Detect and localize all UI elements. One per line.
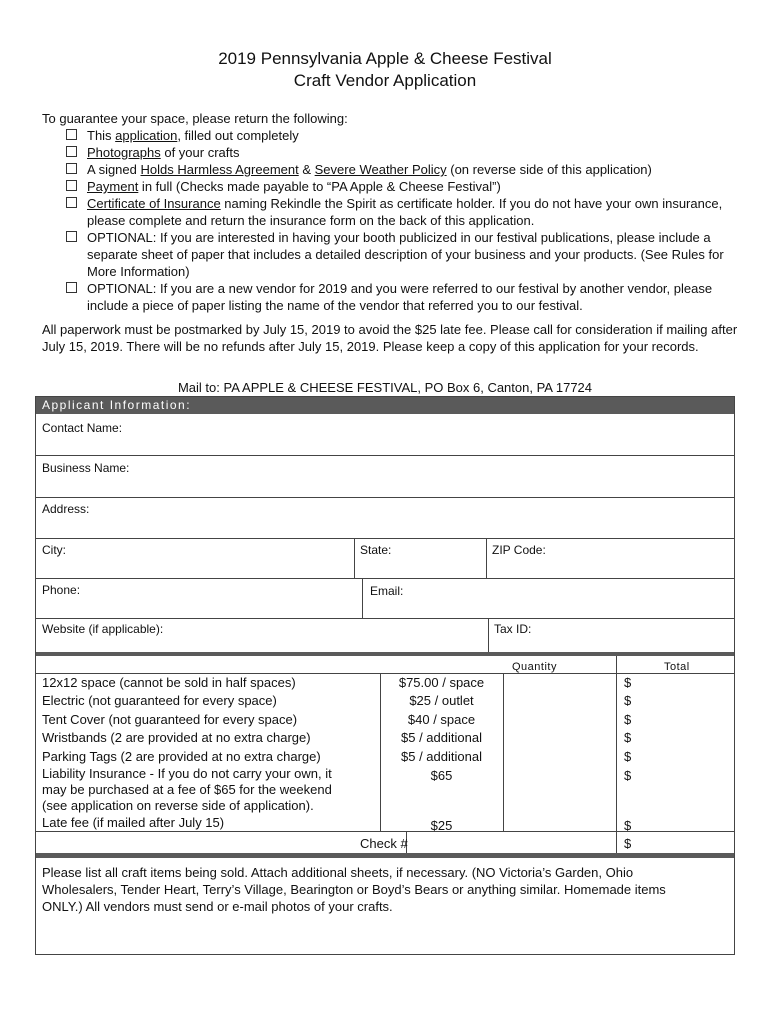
mailing-address: Mail to: PA APPLE & CHEESE FESTIVAL, PO Box 6, Canton, PA 17724 — [177, 380, 593, 395]
application-link: application — [115, 128, 178, 143]
business-name-label: Business Name: — [42, 461, 130, 475]
checkbox[interactable] — [66, 231, 77, 242]
checkbox[interactable] — [66, 180, 77, 191]
checklist-item-application: This application, filled out completely — [66, 127, 746, 144]
check-number-label: Check # — [360, 836, 408, 851]
checklist-item-insurance: Certificate of Insurance naming Rekindle the Spirit as certificate holder. If you do not have your own insurance, please complete and return the insurance form on the back of this application. — [66, 195, 746, 229]
state-label: State: — [360, 543, 392, 557]
website-label: Website (if applicable): — [42, 622, 164, 636]
form-title: 2019 Pennsylvania Apple & Cheese Festival — [218, 49, 552, 68]
applicant-info-header: Applicant Information: — [36, 397, 734, 414]
checklist-item-agreement: A signed Holds Harmless Agreement & Severe Weather Policy (on reverse side of this application) — [66, 161, 746, 178]
contact-name-label: Contact Name: — [42, 421, 123, 435]
quantity-column-header: Quantity — [512, 661, 557, 673]
checkbox[interactable] — [66, 146, 77, 157]
total-column-header: Total — [664, 661, 690, 673]
requirements-checklist — [66, 127, 746, 314]
checklist-item-optional-publicity: OPTIONAL: If you are interested in having your booth publicized in our festival publications, please include a separate sheet of paper that includes a detailed description of your business and your products. (See Rules for More Information) — [66, 229, 746, 280]
checklist-item-payment: Payment in full (Checks made payable to “PA Apple & Cheese Festival”) — [66, 178, 746, 195]
checkbox[interactable] — [66, 197, 77, 208]
zip-label: ZIP Code: — [492, 543, 546, 557]
application-form: Applicant Information: Contact Name: Business Name: Address: City: State: ZIP Code: Phone: Email: Website (if applicable): Tax ID: Quantity Total 12x12 space (cannot be sold in half spaces) $75.00 / space $ Electric (not guaranteed for every space) $25 / outlet $ Tent Cover (not guaranteed for every space) $40 / space $ Wristbands (2 are provided at no extra charge) $5 / additional $ Parking Tags (2 are provided at no extra charge) $5 / additional $ Liability Insurance - If you do not carry your own, it may be purchased at a fee of $65 for the weekend (see application on reverse side of application). $65 $ Late fee (if mailed after July 15) $25 $ Check # $ Please list all craft items being sold. Attach additional sheets, if necessary. (NO Victoria’s Garden, Ohio Wholesalers, Tender Heart, Terry’s Village, Bearington or Boyd’s Bears or anything similar. Homemade items ONLY.) All vendors must send or e-mail photos of your crafts. — [35, 396, 735, 955]
deadline-notice: All paperwork must be postmarked by July 15, 2019 to avoid the $25 late fee. Please call for consideration if mailing after July 15, 2019. There will be no refunds after July 15, 2019. Please keep a copy of this application for your records. — [42, 322, 738, 354]
checkbox[interactable] — [66, 282, 77, 293]
address-label: Address: — [42, 502, 90, 516]
checklist-item-optional-referral: OPTIONAL: If you are a new vendor for 2019 and you were referred to our festival by another vendor, please include a piece of paper listing the name of the vendor that referred you to our festival. — [66, 280, 746, 314]
tax-id-label: Tax ID: — [494, 622, 532, 636]
checklist-item-photographs: Photographs of your crafts — [66, 144, 746, 161]
checkbox[interactable] — [66, 129, 77, 140]
email-label: Email: — [370, 584, 404, 598]
intro-text: To guarantee your space, please return the following: — [42, 111, 348, 126]
form-subtitle: Craft Vendor Application — [293, 71, 477, 90]
checkbox[interactable] — [66, 163, 77, 174]
phone-label: Phone: — [42, 583, 81, 597]
items-section-divider — [36, 853, 734, 858]
craft-items-instructions: Please list all craft items being sold. Attach additional sheets, if necessary. (NO Victoria’s Garden, Ohio Wholesalers, Tender Heart, Terry’s Village, Bearington or Boyd’s Bears or anything similar. Homemade items ONLY.) All vendors must send or e-mail photos of your crafts. — [42, 865, 666, 914]
fee-section-divider — [36, 652, 734, 656]
city-label: City: — [42, 543, 66, 557]
